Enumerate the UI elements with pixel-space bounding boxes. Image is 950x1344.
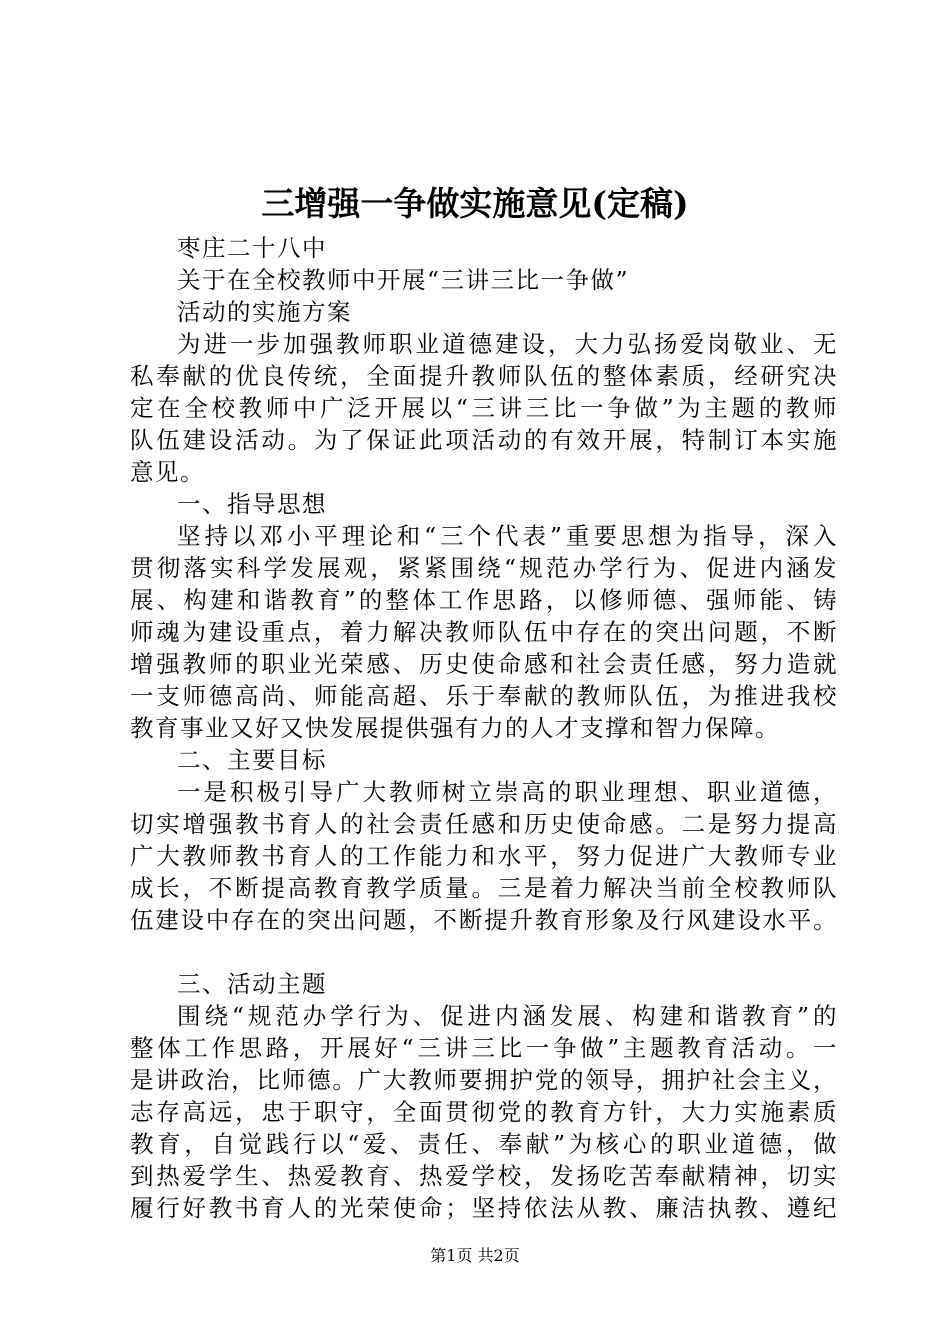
text-line: 私奉献的优良传统，全面提升教师队伍的整体素质，经研究决 <box>130 362 838 390</box>
text-line: 坚持以邓小平理论和“三个代表”重要思想为指导，深入 <box>177 522 838 550</box>
text-line: 一支师德高尚、师能高超、乐于奉献的教师队伍，为推进我校 <box>130 682 838 710</box>
text-line: 枣庄二十八中 <box>177 234 327 262</box>
text-line: 二、主要目标 <box>177 746 327 774</box>
text-line: 广大教师教书育人的工作能力和水平，努力促进广大教师专业 <box>130 842 838 870</box>
text-line: 关于在全校教师中开展“三讲三比一争做” <box>177 266 630 294</box>
document-title: 三增强一争做实施意见(定稿) <box>261 184 689 223</box>
text-line: 围绕“规范办学行为、促进内涵发展、构建和谐教育”的 <box>177 1002 838 1030</box>
text-line: 贯彻落实科学发展观，紧紧围绕“规范办学行为、促进内涵发 <box>130 554 838 582</box>
page-footer: 第1页 共2页 <box>430 1246 520 1265</box>
text-line: 展、构建和谐教育”的整体工作思路，以修师德、强师能、铸 <box>130 586 838 614</box>
blank-line <box>130 936 838 968</box>
text-line: 志存高远，忠于职守，全面贯彻党的教育方针，大力实施素质 <box>130 1098 838 1126</box>
text-line: 一、指导思想 <box>177 490 327 518</box>
text-line: 是讲政治，比师德。广大教师要拥护党的领导，拥护社会主义， <box>130 1066 838 1094</box>
text-line: 伍建设中存在的突出问题，不断提升教育形象及行风建设水平。 <box>130 906 838 934</box>
text-line: 三、活动主题 <box>177 970 327 998</box>
text-line: 切实增强教书育人的社会责任感和历史使命感。二是努力提高 <box>130 810 838 838</box>
text-line: 队伍建设活动。为了保证此项活动的有效开展，特制订本实施 <box>130 426 838 454</box>
text-line: 活动的实施方案 <box>177 298 352 326</box>
document-body <box>130 232 838 1224</box>
text-line: 一是积极引导广大教师树立崇高的职业理想、职业道德， <box>177 778 838 806</box>
text-line: 教育事业又好又快发展提供强有力的人才支撑和智力保障。 <box>130 714 780 742</box>
text-line: 到热爱学生、热爱教育、热爱学校，发扬吃苦奉献精神，切实 <box>130 1162 838 1190</box>
text-line: 履行好教书育人的光荣使命；坚持依法从教、廉洁执教、遵纪 <box>130 1194 838 1222</box>
text-line: 定在全校教师中广泛开展以“三讲三比一争做”为主题的教师 <box>130 394 838 422</box>
text-line: 增强教师的职业光荣感、历史使命感和社会责任感，努力造就 <box>130 650 838 678</box>
text-line: 教育，自觉践行以“爱、责任、奉献”为核心的职业道德，做 <box>130 1130 838 1158</box>
text-line: 师魂为建设重点，着力解决教师队伍中存在的突出问题，不断 <box>130 618 838 646</box>
text-line: 整体工作思路，开展好“三讲三比一争做”主题教育活动。一 <box>130 1034 838 1062</box>
text-line: 为进一步加强教师职业道德建设，大力弘扬爱岗敬业、无 <box>177 330 838 358</box>
text-line: 成长，不断提高教育教学质量。三是着力解决当前全校教师队 <box>130 874 838 902</box>
text-line: 意见。 <box>130 458 205 486</box>
